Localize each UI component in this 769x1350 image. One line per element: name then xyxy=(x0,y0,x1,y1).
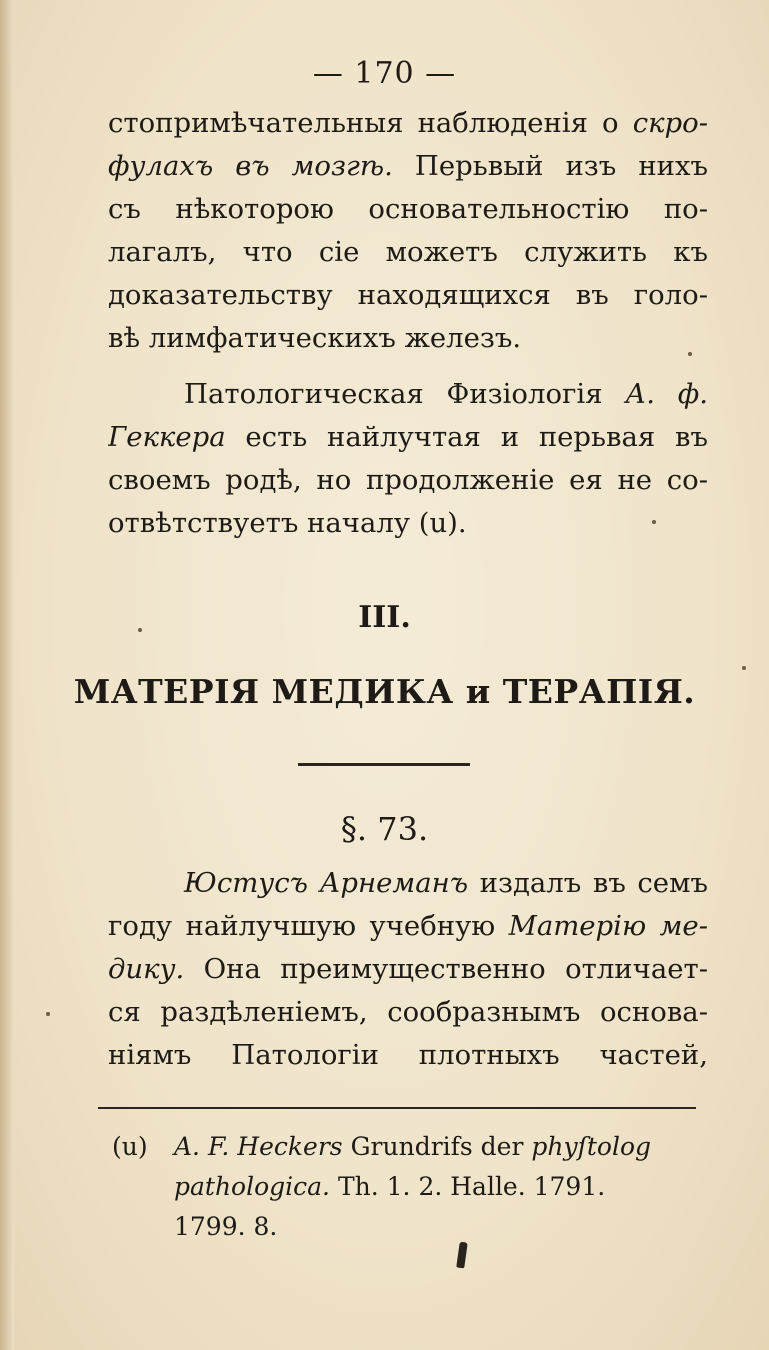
paper-speck xyxy=(742,666,746,670)
text-line: ся раздѣленіемъ, сообразнымъ основа- xyxy=(108,996,708,1028)
footnote-line xyxy=(112,1167,704,1207)
text-span: Grundrifs der xyxy=(350,1132,524,1161)
paragraph-sign: §. 73. xyxy=(340,810,429,848)
italic-span: Юстусъ Арнеманъ xyxy=(184,867,469,899)
footnote xyxy=(112,1127,704,1247)
section-divider xyxy=(298,763,470,766)
paper-speck xyxy=(46,1012,50,1016)
footnote-marker: (u) xyxy=(112,1132,148,1161)
italic-span: фулахъ въ мозгѣ. xyxy=(108,150,393,182)
footnote-line: 1799. 8. xyxy=(174,1212,278,1241)
text-line xyxy=(108,948,708,991)
text-line: ніямъ Патологіи плотныхъ частей, xyxy=(108,1039,708,1071)
text-line: доказательству находящихся въ голо- xyxy=(108,279,708,311)
text-line xyxy=(108,145,708,188)
italic-span: дику. xyxy=(108,953,185,985)
paragraph-3 xyxy=(108,862,708,1077)
footnote-rule xyxy=(98,1107,696,1109)
section-number: III. xyxy=(358,600,411,635)
page-number: — 170 — xyxy=(312,56,457,91)
paragraph-2 xyxy=(108,373,708,545)
italic-span: Геккера xyxy=(108,421,226,453)
italic-span: скро- xyxy=(632,107,708,139)
text-line xyxy=(108,862,708,905)
text-line: вѣ лимфатическихъ железъ. xyxy=(108,322,522,354)
text-line: отвѣтствуетъ началу (u). xyxy=(108,507,467,539)
text-span: году найлучшую учебную xyxy=(108,910,496,942)
text-span: есть найлучтая и перьвая въ xyxy=(245,421,708,453)
text-span: издалъ въ семъ xyxy=(479,867,708,899)
paper-speck xyxy=(138,628,142,632)
text-line: своемъ родѣ, но продолженіе ея не со- xyxy=(108,464,708,496)
italic-span: pathologica. xyxy=(174,1172,331,1201)
text-span: стопримѣчательныя наблюденія о xyxy=(108,107,619,139)
text-span: Th. 1. 2. Halle. 1791. xyxy=(337,1172,606,1201)
text-line xyxy=(108,373,708,416)
paper-speck xyxy=(688,352,692,356)
italic-span: A. F. Heckers xyxy=(174,1132,343,1161)
text-line xyxy=(108,102,708,145)
text-line xyxy=(108,905,708,948)
italic-span: Матерію ме- xyxy=(508,910,708,942)
text-span: Патологическая Физіологія xyxy=(184,378,603,410)
text-line: лагалъ, что сіе можетъ служить къ xyxy=(108,236,708,268)
text-span: Она преимущественно отличает- xyxy=(203,953,708,985)
paper-speck xyxy=(652,520,656,524)
text-span: Перьвый изъ нихъ xyxy=(414,150,708,182)
section-title: МАТЕРІЯ МЕДИКА и ТЕРАПІЯ. xyxy=(73,672,696,711)
paragraph-1 xyxy=(108,102,708,360)
italic-span: А. ф. xyxy=(625,378,708,410)
italic-span: phyſtolog xyxy=(531,1132,652,1161)
text-line: съ нѣкоторою основательностію по- xyxy=(108,193,708,225)
footnote-line xyxy=(112,1127,704,1167)
text-line xyxy=(108,416,708,459)
